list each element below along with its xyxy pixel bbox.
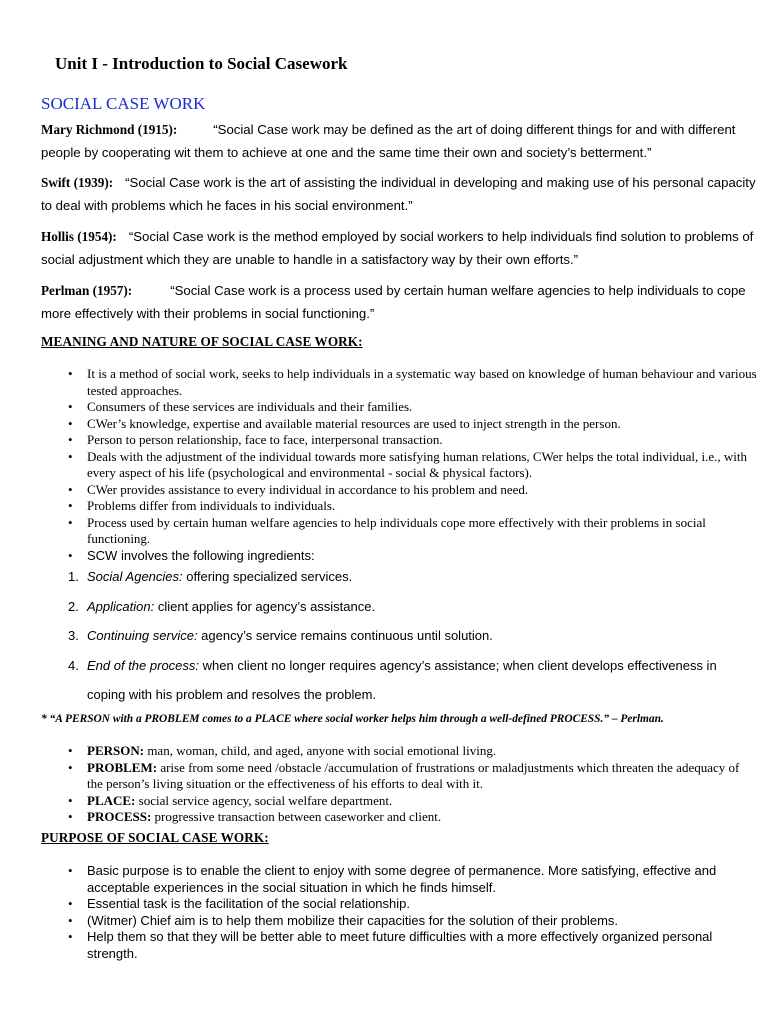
- section-heading: SOCIAL CASE WORK: [41, 94, 206, 113]
- list-item: • CWer’s knowledge, expertise and available material resources are used to inject strength in the person.: [68, 415, 621, 431]
- list-item: • Process used by certain human welfare agencies to help individuals cope more effectively with their problems in social functioning.: [68, 514, 706, 546]
- list-item: • SCW involves the following ingredients:: [68, 547, 315, 563]
- four-ps-list: [0, 743, 768, 826]
- list-item: 2. Application: client applies for agency’s assistance.: [68, 598, 376, 614]
- list-item: • Consumers of these services are individuals and their families.: [68, 399, 413, 414]
- meaning-heading: MEANING AND NATURE OF SOCIAL CASE WORK:: [41, 334, 363, 349]
- list-item: • CWer provides assistance to every individual in accordance to his problem and need.: [68, 481, 529, 497]
- list-item: • PROBLEM: arise from some need /obstacle /accumulation of frustrations or maladjustments which threaten the adequacy of the person’s living situation or the effectiveness of his efforts to deal with it.: [68, 759, 740, 791]
- purpose-heading: PURPOSE OF SOCIAL CASE WORK:: [41, 830, 269, 845]
- list-item: 3. Continuing service: agency’s service remains continuous until solution.: [68, 628, 493, 643]
- definition-author: Mary Richmond (1915):: [41, 122, 178, 137]
- meaning-list: [0, 366, 768, 564]
- list-item: 1. Social Agencies: offering specialized services.: [68, 569, 353, 584]
- definition-text: “Social Case work is the method employed by social workers to help individuals find solution to problems of social adjustment which they are unable to handle in a satisfactory way by their own efforts.”: [41, 229, 754, 267]
- list-item: 4. End of the process: when client no longer requires agency’s assistance; when client develops effectiveness in coping with his problem and resolves the problem.: [68, 657, 717, 702]
- list-item: • PERSON: man, woman, child, and aged, anyone with social emotional living.: [68, 743, 497, 758]
- definition-richmond: [41, 118, 761, 164]
- perlman-quote: * “A PERSON with a PROBLEM comes to a PLACE where social worker helps him through a well-defined PROCESS.” – Perlman.: [41, 713, 664, 725]
- ingredients-list: [0, 562, 768, 710]
- definition-perlman: [41, 279, 761, 325]
- definition-swift: [41, 171, 761, 217]
- definition-author: Hollis (1954):: [41, 229, 117, 244]
- list-item: • PROCESS: progressive transaction between caseworker and client.: [68, 809, 442, 824]
- list-item: • It is a method of social work, seeks to help individuals in a systematic way based on knowledge of human behaviour and various tested approaches.: [68, 366, 757, 398]
- list-item: • PLACE: social service agency, social welfare department.: [68, 792, 393, 808]
- definition-text: “Social Case work may be defined as the art of doing different things for and with different people by cooperating wit them to achieve at one and the same time their own and society’s betterment.”: [41, 122, 736, 160]
- purpose-list: [0, 863, 768, 962]
- list-item: • Deals with the adjustment of the individual towards more satisfying human relations, CWer helps the total individual, i.e., with every aspect of his life (psychological and environmental - social & physical factors).: [68, 448, 748, 480]
- list-item: • (Witmer) Chief aim is to help them mobilize their capacities for the solution of their problems.: [68, 912, 619, 928]
- list-item: • Problems differ from individuals to individuals.: [68, 498, 336, 513]
- list-item: • Essential task is the facilitation of the social relationship.: [68, 896, 411, 911]
- list-item: • Help them so that they will be better able to meet future difficulties with a more effectively organized personal strength.: [68, 929, 713, 961]
- list-item: • Basic purpose is to enable the client to enjoy with some degree of permanence. More satisfying, effective and acceptable experiences in the social situation in which he finds himself.: [68, 863, 717, 895]
- list-item: • Person to person relationship, face to face, interpersonal transaction.: [68, 432, 443, 447]
- unit-title: Unit I - Introduction to Social Casework: [55, 54, 348, 73]
- definition-text: “Social Case work is a process used by certain human welfare agencies to help individuals to cope more effectively with their problems in social functioning.”: [41, 283, 746, 321]
- definition-author: Perlman (1957):: [41, 283, 133, 298]
- definition-text: “Social Case work is the art of assisting the individual in developing and making use of his personal capacity to deal with problems which he faces in his social environment.”: [41, 175, 756, 213]
- definition-author: Swift (1939):: [41, 175, 114, 190]
- definition-hollis: [41, 225, 761, 271]
